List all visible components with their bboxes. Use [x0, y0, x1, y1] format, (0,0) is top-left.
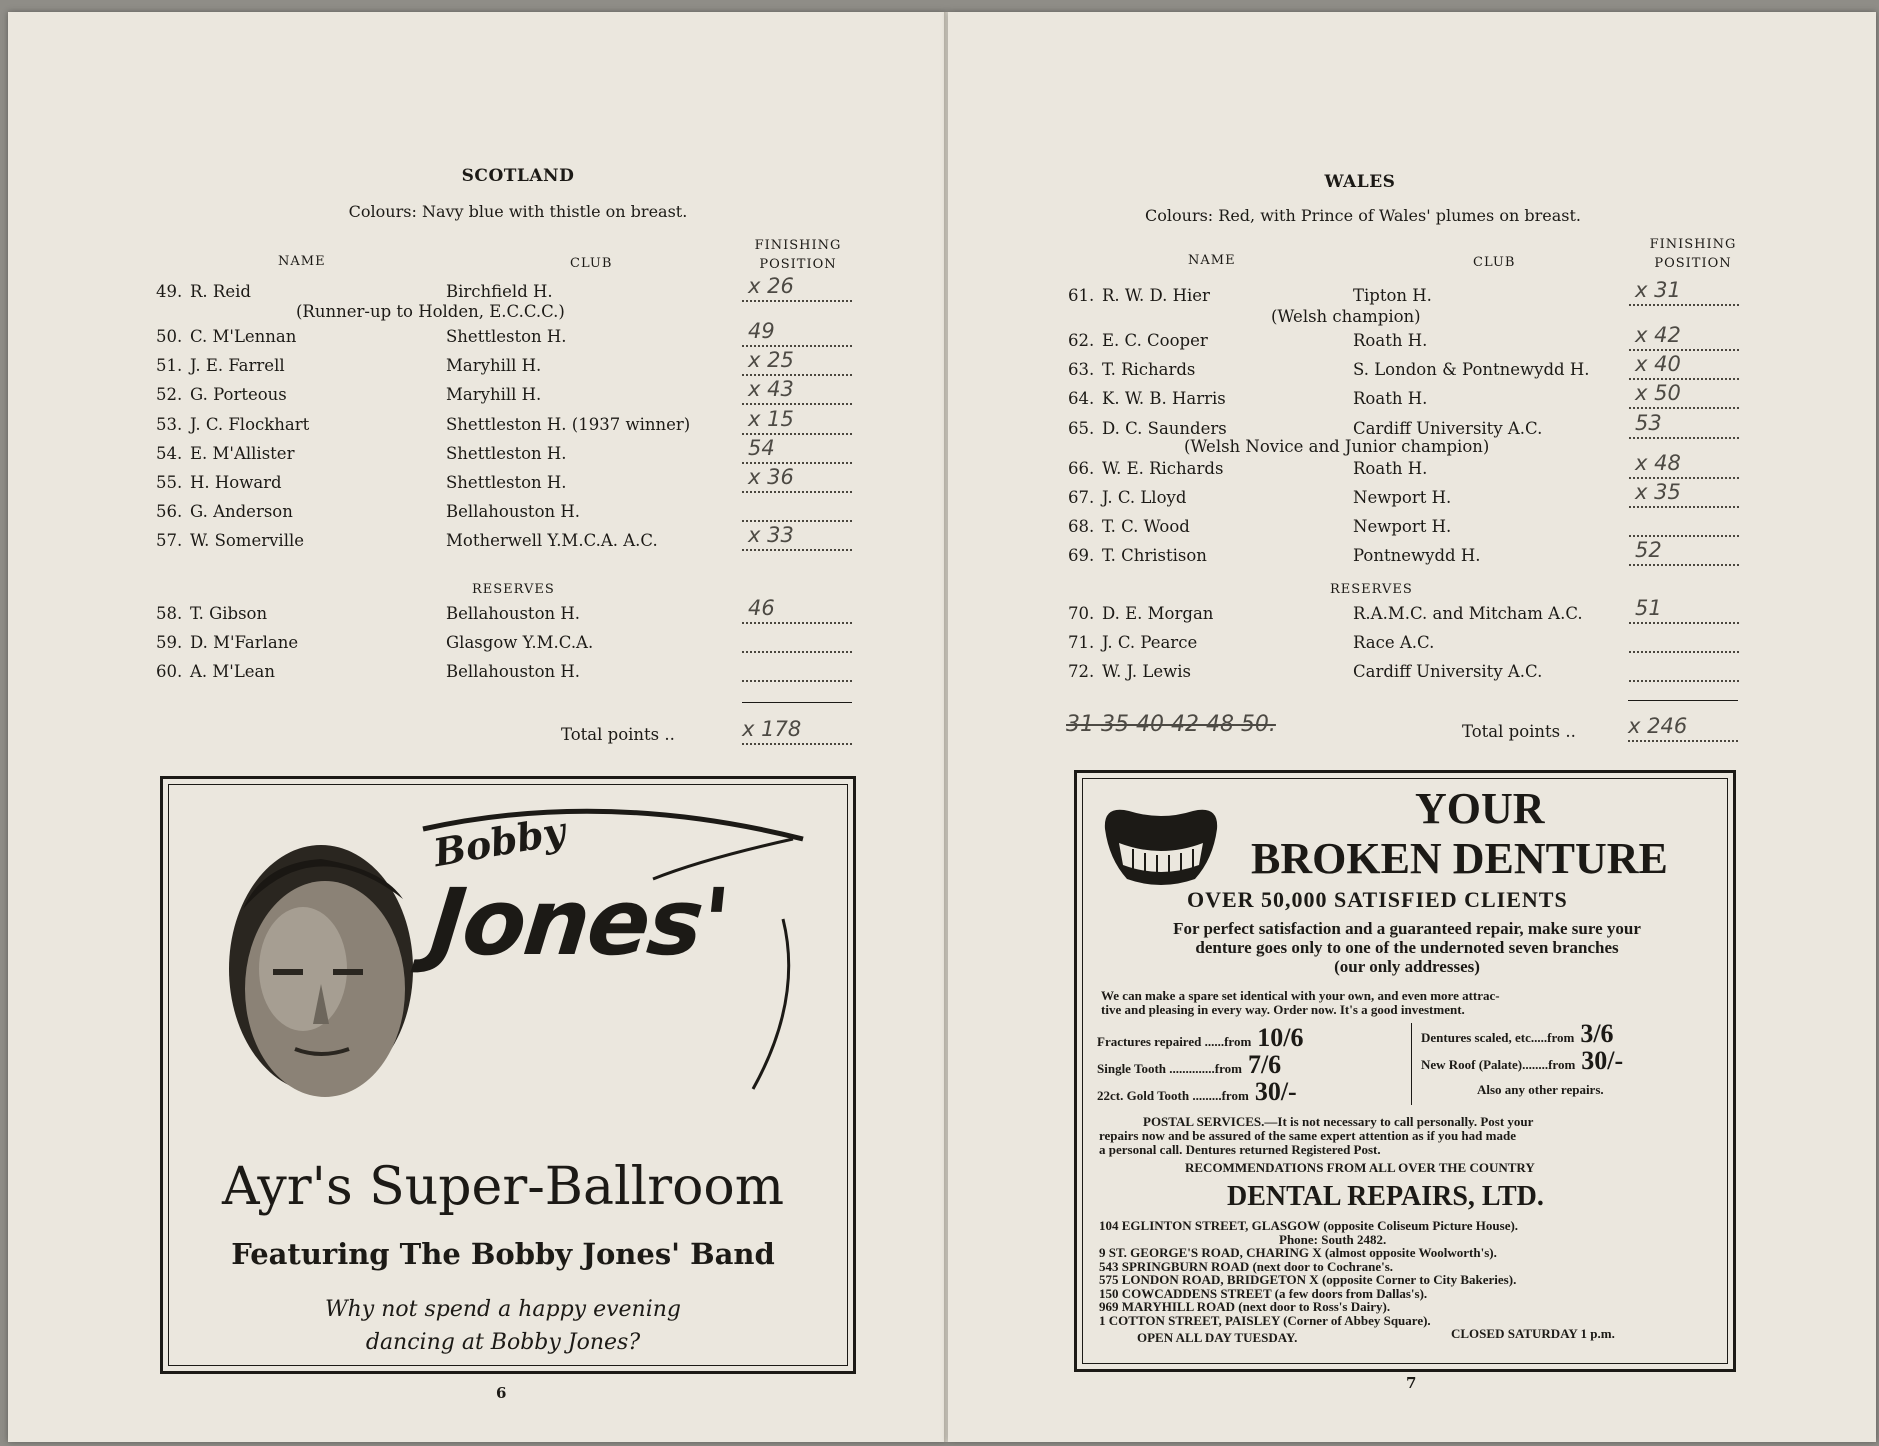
finishing-position: x 50 — [1635, 381, 1681, 405]
branch-address: 104 EGLINTON STREET, GLASGOW (opposite Coliseum Picture House). — [1099, 1218, 1519, 1233]
runner-number: 51. — [156, 356, 183, 375]
branch-address: 1 COTTON STREET, PAISLEY (Corner of Abbey Square). — [1099, 1312, 1431, 1328]
runner-name: R. Reid — [190, 282, 251, 301]
company-name: DENTAL REPAIRS, LTD. — [1227, 1181, 1544, 1212]
price-row — [1097, 1050, 1407, 1077]
price-value: 30/- — [1254, 1077, 1297, 1106]
runner-name: C. M'Lennan — [190, 327, 297, 346]
page-number-6: 6 — [496, 1384, 507, 1402]
runner-name: A. M'Lean — [190, 662, 276, 681]
runner-number: 62. — [1068, 331, 1095, 350]
price-label: Dentures scaled, etc.....from — [1421, 1030, 1575, 1045]
total-rule — [742, 702, 852, 703]
price-row — [1421, 1046, 1721, 1073]
runner-club: Maryhill H. — [446, 385, 542, 404]
handwritten-tally: 31 35 40 42 48 50. — [1066, 712, 1276, 737]
runner-name: D. C. Saunders — [1102, 419, 1227, 438]
left-page — [8, 12, 946, 1442]
runner-club: Shettleston H. — [446, 473, 567, 492]
finishing-position: 46 — [748, 596, 775, 620]
finishing-position: x 43 — [748, 377, 794, 401]
runner-name: J. C. Flockhart — [190, 415, 310, 434]
broken-denture-heading: BROKEN DENTURE — [1251, 834, 1668, 883]
jones-logo: Jones' — [425, 869, 733, 976]
runner-number: 64. — [1068, 389, 1095, 408]
price-value: 10/6 — [1257, 1023, 1304, 1052]
runner-row — [1068, 538, 1768, 570]
runner-club: Glasgow Y.M.C.A. — [446, 633, 594, 652]
runner-number: 70. — [1068, 604, 1095, 623]
recommendations-line: RECOMMENDATIONS FROM ALL OVER THE COUNTRY — [1185, 1160, 1535, 1175]
runner-number: 55. — [156, 473, 183, 492]
finishing-position: 54 — [748, 436, 775, 460]
right-page — [948, 12, 1876, 1442]
position-dots — [742, 502, 852, 522]
runner-number: 68. — [1068, 517, 1095, 536]
finishing-position-header — [1628, 235, 1758, 273]
runner-name: J. C. Lloyd — [1102, 488, 1187, 507]
runner-number: 49. — [156, 282, 183, 301]
runner-club: Bellahouston H. — [446, 662, 581, 681]
runner-club: S. London & Pontnewydd H. — [1353, 360, 1590, 379]
prices-right-column — [1421, 1019, 1721, 1073]
runner-row — [156, 523, 876, 555]
position-dots — [742, 633, 852, 653]
runner-name: G. Porteous — [190, 385, 287, 404]
finishing-position: 49 — [748, 319, 775, 343]
runner-number: 53. — [156, 415, 183, 434]
runner-row — [156, 633, 876, 657]
wales-reserves-label: RESERVES — [1330, 582, 1413, 597]
branch-address: 575 LONDON ROAD, BRIDGETON X (opposite Corner to City Bakeries). — [1099, 1272, 1517, 1287]
runner-club: Motherwell Y.M.C.A. A.C. — [446, 531, 658, 550]
runner-row — [1068, 381, 1768, 413]
runner-row — [1068, 633, 1768, 657]
name-header: NAME — [278, 254, 326, 269]
runner-row — [1068, 480, 1768, 512]
price-row — [1097, 1023, 1407, 1050]
price-value: 30/- — [1581, 1046, 1624, 1075]
runner-number: 50. — [156, 327, 183, 346]
scotland-title: SCOTLAND — [461, 166, 575, 186]
runner-club: Maryhill H. — [446, 356, 542, 375]
runner-number: 65. — [1068, 419, 1095, 438]
finishing-position-header — [738, 236, 858, 274]
hier-note: (Welsh champion) — [1271, 307, 1421, 326]
runner-club: Roath H. — [1353, 389, 1428, 408]
runner-number: 71. — [1068, 633, 1095, 652]
position-dots — [1629, 662, 1739, 682]
finishing-position: x 42 — [1635, 323, 1681, 347]
wales-total-label: Total points .. — [1462, 722, 1576, 741]
open-tuesday: OPEN ALL DAY TUESDAY. — [1137, 1330, 1298, 1345]
runner-club: Shettleston H. — [446, 444, 567, 463]
runner-row — [156, 662, 876, 686]
branch-address: 969 MARYHILL ROAD (next door to Ross's Dairy). — [1099, 1299, 1391, 1314]
runner-row — [156, 596, 876, 628]
runner-club: Shettleston H. — [446, 327, 567, 346]
ballroom-advert — [160, 776, 856, 1374]
branch-address: Phone: South 2482. — [1279, 1231, 1387, 1247]
price-value: 7/6 — [1247, 1050, 1282, 1079]
runner-name: E. C. Cooper — [1102, 331, 1208, 350]
branch-address: 9 ST. GEORGE'S ROAD, CHARING X (almost opposite Woolworth's). — [1099, 1245, 1497, 1260]
runner-name: J. C. Pearce — [1102, 633, 1198, 652]
runner-name: G. Anderson — [190, 502, 293, 521]
price-row — [1421, 1019, 1721, 1046]
clients-heading: OVER 50,000 SATISFIED CLIENTS — [1187, 887, 1568, 912]
ballroom-headline: Ayr's Super-Ballroom — [221, 1157, 785, 1217]
runner-name: W. Somerville — [190, 531, 305, 550]
price-label: 22ct. Gold Tooth .........from — [1097, 1088, 1249, 1103]
runner-row — [156, 377, 876, 409]
club-header: CLUB — [570, 256, 613, 271]
runner-club: Newport H. — [1353, 488, 1452, 507]
runner-name: D. M'Farlane — [190, 633, 299, 652]
runner-club: Bellahouston H. — [446, 502, 581, 521]
runner-name: T. Gibson — [190, 604, 268, 623]
spare-line-2: tive and pleasing in every way. Order now. It's a good investment. — [1101, 1002, 1465, 1017]
postal-line-2: repairs now and be assured of the same expert attention as if you had made — [1099, 1128, 1516, 1143]
name-header: NAME — [1188, 253, 1236, 268]
branch-address: 543 SPRINGBURN ROAD (next door to Cochrane's. — [1099, 1258, 1394, 1274]
price-divider — [1411, 1023, 1412, 1105]
your-heading: YOUR — [1415, 784, 1545, 833]
reid-note: (Runner-up to Holden, E.C.C.C.) — [296, 302, 565, 321]
intro-text — [1101, 919, 1713, 976]
price-value: 3/6 — [1580, 1019, 1614, 1048]
runner-number: 54. — [156, 444, 183, 463]
finishing-label: FINISHING — [1649, 237, 1737, 252]
finishing-position: x 48 — [1635, 451, 1681, 475]
finishing-position: x 15 — [748, 407, 794, 431]
runner-row — [1068, 517, 1768, 541]
wales-colours: Colours: Red, with Prince of Wales' plumes on breast. — [1145, 206, 1581, 225]
total-rule — [1628, 700, 1738, 701]
runner-number: 58. — [156, 604, 183, 623]
ballroom-tagline — [253, 1293, 753, 1359]
position-label: POSITION — [1654, 256, 1732, 271]
runner-name: J. E. Farrell — [190, 356, 285, 375]
spare-line-1: We can make a spare set identical with your own, and even more attrac- — [1101, 988, 1500, 1003]
finishing-position: x 33 — [748, 523, 794, 547]
price-label: Single Tooth ..............from — [1097, 1061, 1242, 1076]
runner-number: 67. — [1068, 488, 1095, 507]
runner-club: Roath H. — [1353, 459, 1428, 478]
runner-club: Newport H. — [1353, 517, 1452, 536]
runner-number: 63. — [1068, 360, 1095, 379]
other-repairs: Also any other repairs. — [1477, 1082, 1604, 1097]
finishing-position: x 25 — [748, 348, 794, 372]
runner-row — [1068, 662, 1768, 686]
runner-club: Race A.C. — [1353, 633, 1435, 652]
finishing-position: 52 — [1635, 538, 1662, 562]
position-dots — [742, 662, 852, 682]
runner-club: R.A.M.C. and Mitcham A.C. — [1353, 604, 1583, 623]
runner-name: W. J. Lewis — [1102, 662, 1191, 681]
runner-number: 61. — [1068, 286, 1095, 305]
intro-line-2: denture goes only to one of the undernoted seven branches — [1195, 938, 1619, 957]
price-row — [1097, 1077, 1407, 1104]
intro-line-3: (our only addresses) — [1334, 957, 1480, 976]
runner-name: E. M'Allister — [190, 444, 295, 463]
position-label: POSITION — [759, 257, 837, 272]
runner-name: T. Christison — [1102, 546, 1207, 565]
runner-club: Pontnewydd H. — [1353, 546, 1481, 565]
price-label: New Roof (Palate)........from — [1421, 1057, 1576, 1072]
runner-club: Bellahouston H. — [446, 604, 581, 623]
runner-number: 72. — [1068, 662, 1095, 681]
address-list — [1099, 1219, 1719, 1327]
runner-club: Cardiff University A.C. — [1353, 419, 1543, 438]
scotland-total-label: Total points .. — [561, 725, 675, 744]
bobby-script: Bobby — [430, 807, 569, 876]
wales-total-value: x 246 — [1628, 714, 1688, 738]
closed-saturday: CLOSED SATURDAY 1 p.m. — [1451, 1326, 1615, 1341]
tagline-line-1: Why not spend a happy evening — [325, 1297, 681, 1322]
price-label: Fractures repaired ......from — [1097, 1034, 1252, 1049]
finishing-position: 51 — [1635, 596, 1662, 620]
finishing-position: x 36 — [748, 465, 794, 489]
denture-icon — [1099, 799, 1223, 889]
scotland-total-value: x 178 — [742, 717, 802, 741]
runner-name: T. C. Wood — [1102, 517, 1190, 536]
branch-address: 150 COWCADDENS STREET (a few doors from Dallas's). — [1099, 1285, 1428, 1301]
position-dots — [1629, 633, 1739, 653]
finishing-position: x 31 — [1635, 278, 1681, 302]
finishing-position: x 26 — [748, 274, 794, 298]
intro-line-1: For perfect satisfaction and a guaranteed repair, make sure your — [1173, 919, 1641, 938]
runner-number: 66. — [1068, 459, 1095, 478]
runner-name: W. E. Richards — [1102, 459, 1224, 478]
bandleader-portrait — [203, 819, 433, 1119]
postal-line-1: POSTAL SERVICES.—It is not necessary to call personally. Post your — [1143, 1114, 1534, 1129]
postal-line-3: a personal call. Dentures returned Registered Post. — [1099, 1142, 1381, 1157]
runner-name: D. E. Morgan — [1102, 604, 1214, 623]
wales-total-row — [1628, 714, 1748, 746]
runner-name: H. Howard — [190, 473, 282, 492]
runner-row — [1068, 596, 1768, 628]
runner-number: 52. — [156, 385, 183, 404]
saunders-note: (Welsh Novice and Junior champion) — [1184, 437, 1490, 456]
finishing-position: x 35 — [1635, 480, 1681, 504]
runner-number: 60. — [156, 662, 183, 681]
club-header: CLUB — [1473, 255, 1516, 270]
scotland-reserves-label: RESERVES — [472, 582, 555, 597]
runner-number: 59. — [156, 633, 183, 652]
runner-name: T. Richards — [1102, 360, 1196, 379]
runner-number: 56. — [156, 502, 183, 521]
runner-row — [156, 465, 876, 497]
finishing-position: 53 — [1635, 411, 1662, 435]
finishing-position: x 40 — [1635, 352, 1681, 376]
runner-club: Roath H. — [1353, 331, 1428, 350]
runner-club: Birchfield H. — [446, 282, 553, 301]
runner-club: Shettleston H. (1937 winner) — [446, 415, 691, 434]
runner-name: K. W. B. Harris — [1102, 389, 1226, 408]
featuring-line: Featuring The Bobby Jones' Band — [231, 1237, 775, 1271]
prices-left-column — [1097, 1023, 1407, 1104]
wales-title: WALES — [1324, 172, 1396, 192]
position-dots — [1629, 517, 1739, 537]
runner-club: Tipton H. — [1353, 286, 1432, 305]
runner-club: Cardiff University A.C. — [1353, 662, 1543, 681]
scotland-total-row — [742, 717, 862, 749]
page-number-7: 7 — [1406, 1374, 1417, 1392]
runner-number: 69. — [1068, 546, 1095, 565]
tagline-line-2: dancing at Bobby Jones? — [365, 1330, 641, 1355]
scotland-colours: Colours: Navy blue with thistle on breast. — [348, 202, 688, 221]
denture-advert — [1074, 770, 1736, 1372]
finishing-label: FINISHING — [754, 238, 842, 253]
runner-number: 57. — [156, 531, 183, 550]
runner-name: R. W. D. Hier — [1102, 286, 1210, 305]
